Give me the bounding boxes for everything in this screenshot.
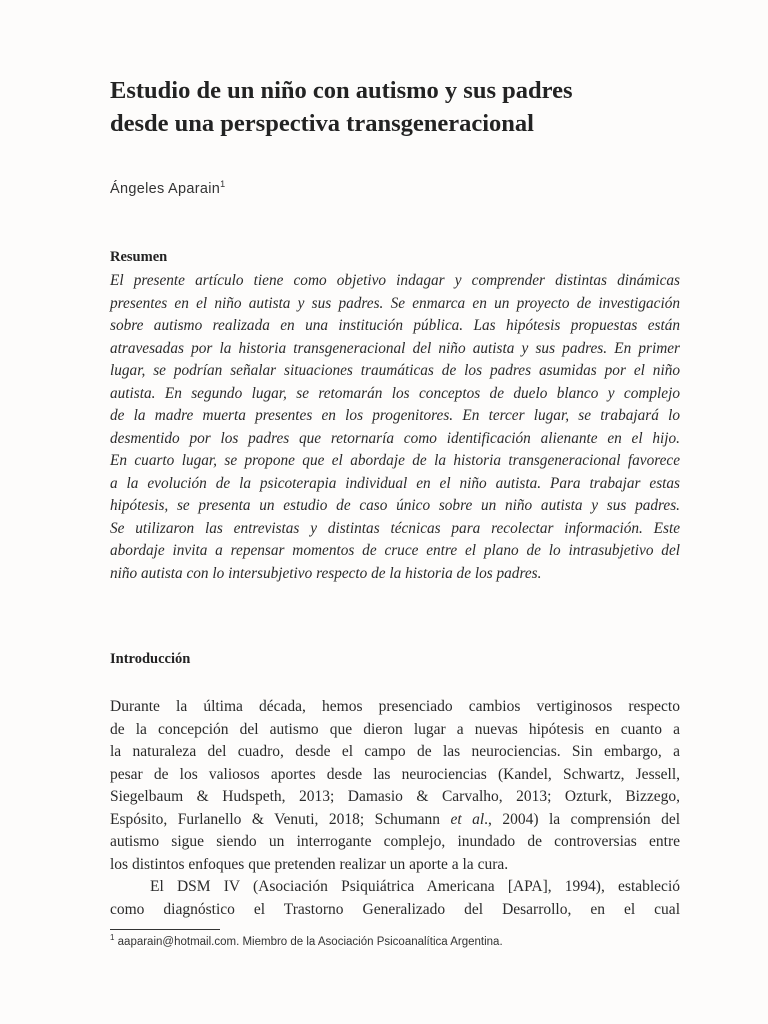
abstract-line: hipótesis, se presenta un estudio de caso único sobre un niño autista y sus padres. bbox=[110, 497, 680, 514]
title-line: Estudio de un niño con autismo y sus padres bbox=[110, 77, 573, 104]
abstract-heading: Resumen bbox=[110, 249, 168, 265]
body-text: Espósito, Furlanello & Venuti, 2018; Schumann bbox=[110, 810, 451, 828]
body-line: de la concepción del autismo que dieron lugar a nuevas hipótesis en cuanto a bbox=[110, 720, 680, 738]
author-footnote-mark: 1 bbox=[220, 179, 226, 190]
body-text: ., 2004) la comprensión del bbox=[484, 810, 681, 828]
abstract-line: de la madre muerta presentes en los progenitores. En tercer lugar, se trabajará lo bbox=[110, 407, 680, 424]
abstract-line: autista. En segundo lugar, se retomarán los conceptos de duelo blanco y complejo bbox=[110, 384, 680, 402]
body-line: El DSM IV (Asociación Psiquiátrica Americana [APA], 1994), estableció bbox=[150, 878, 680, 895]
body-line: Durante la última década, hemos presenciado cambios vertiginosos respecto bbox=[110, 698, 680, 715]
article-title bbox=[110, 74, 680, 140]
footnote bbox=[110, 933, 503, 948]
footnote-text: aaparain@hotmail.com. Miembro de la Asociación Psicoanalítica Argentina. bbox=[114, 935, 503, 948]
abstract-line: El presente artículo tiene como objetivo indagar y comprender distintas dinámicas bbox=[110, 272, 680, 289]
abstract-line: presentes en el niño autista y sus padres. Se enmarca en un proyecto de investigación bbox=[110, 294, 680, 312]
body-line: autismo sigue siendo un interrogante complejo, inundado de controversias entre bbox=[110, 833, 680, 850]
abstract-line: niño autista con lo intersubjetivo respecto de la historia de los padres. bbox=[110, 564, 542, 582]
author-name-text: Ángeles Aparain bbox=[110, 181, 221, 197]
body-line bbox=[110, 809, 680, 832]
abstract-line: abordaje invita a repensar momentos de cruce entre el plano de lo intrasubjetivo del bbox=[110, 542, 680, 559]
abstract-line: atravesadas por la historia transgeneracional del niño autista y sus padres. En primer bbox=[110, 339, 680, 357]
title-line: desde una perspectiva transgeneracional bbox=[110, 110, 534, 137]
body-text-italic: et al bbox=[450, 810, 485, 828]
body-line: como diagnóstico el Trastorno Generalizado del Desarrollo, en el cual bbox=[110, 900, 680, 918]
body-line: los distintos enfoques que pretenden realizar un aporte a la cura. bbox=[110, 855, 509, 873]
author-name bbox=[110, 181, 225, 197]
footnote-mark: 1 bbox=[110, 933, 115, 942]
abstract-line: desmentido por los padres que retornaría como identificación alienante en el hijo. bbox=[110, 429, 680, 447]
abstract-line: Se utilizaron las entrevistas y distintas técnicas para recolectar información. Este bbox=[110, 519, 680, 537]
body-line: pesar de los valiosos aportes desde las neurociencias (Kandel, Schwartz, Jessell, bbox=[110, 765, 680, 783]
introduction-heading: Introducción bbox=[110, 651, 191, 667]
abstract-line: En cuarto lugar, se propone que el abordaje de la historia transgeneracional favorece bbox=[110, 452, 680, 469]
body-line: Siegelbaum & Hudspeth, 2013; Damasio & Carvalho, 2013; Ozturk, Bizzego, bbox=[110, 788, 680, 805]
abstract-line: sobre autismo realizada en una institución pública. Las hipótesis propuestas están bbox=[110, 317, 680, 334]
body-line: la naturaleza del cuadro, desde el campo de las neurociencias. Sin embargo, a bbox=[110, 743, 680, 760]
footnote-divider bbox=[110, 929, 220, 930]
abstract-line: lugar, se podrían señalar situaciones traumáticas de los padres asumidas por el niño bbox=[110, 362, 680, 379]
abstract-line: a la evolución de la psicoterapia individual en el niño autista. Para trabajar estas bbox=[110, 474, 680, 492]
